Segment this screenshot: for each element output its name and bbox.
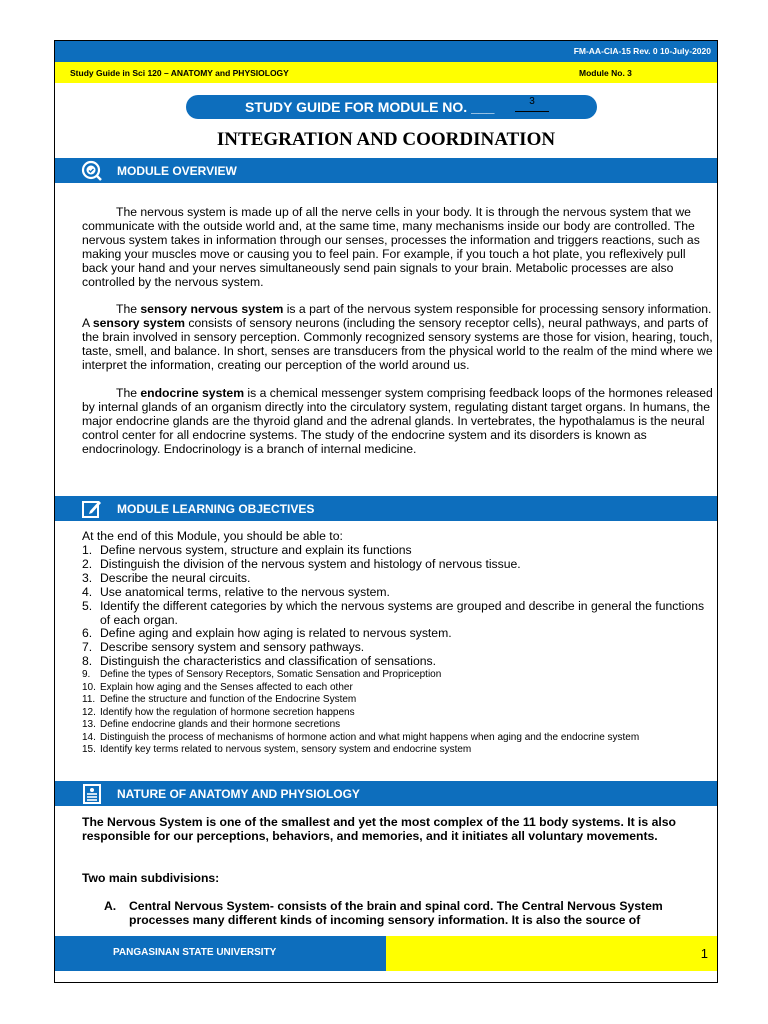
document-page	[54, 40, 718, 983]
nature-paragraph-1: The Nervous System is one of the smallest and yet the most complex of the 11 body systems. It is also responsible for our perceptions, behaviors, and memories, and it initiates all voluntary movements.	[82, 815, 676, 843]
section-title-nature: NATURE OF ANATOMY AND PHYSIOLOGY	[117, 787, 360, 801]
objective-item	[82, 572, 714, 586]
edit-icon	[81, 498, 103, 520]
objective-number: 4.	[82, 584, 93, 599]
section-title-overview: MODULE OVERVIEW	[117, 164, 237, 178]
objective-item	[82, 707, 714, 720]
objective-number: 8.	[82, 654, 93, 669]
university-name: PANGASINAN STATE UNIVERSITY	[113, 947, 277, 958]
course-title: Study Guide in Sci 120 – ANATOMY and PHYSIOLOGY	[70, 68, 289, 78]
objective-text: Define nervous system, structure and explain its functions	[100, 543, 412, 557]
objective-number: 15.	[82, 744, 96, 756]
search-icon	[81, 160, 103, 182]
objective-item	[82, 641, 714, 655]
objective-number: 6.	[82, 626, 93, 641]
form-code: FM-AA-CIA-15 Rev. 0 10-July-2020	[573, 46, 711, 56]
module-number-blank: 3	[515, 96, 549, 112]
overview-paragraph-3	[82, 387, 714, 457]
objective-number: 5.	[82, 598, 93, 613]
objective-item	[82, 600, 714, 628]
bold-term: sensory system	[92, 316, 185, 331]
subdivisions-heading: Two main subdivisions:	[82, 871, 220, 885]
objective-text: Distinguish the division of the nervous system and histology of nervous tissue.	[100, 556, 521, 571]
objective-text: Identify the different categories by which the nervous systems are grouped and describe in general the functions of each organ.	[100, 598, 705, 627]
study-guide-label: STUDY GUIDE FOR MODULE NO. ___	[245, 99, 495, 115]
objective-item	[82, 744, 714, 757]
objectives-intro: At the end of this Module, you should be able to:	[82, 529, 343, 543]
objective-item	[82, 544, 714, 558]
subdivision-a-label: A.	[104, 899, 117, 913]
objective-number: 12.	[82, 706, 96, 718]
footer	[55, 936, 717, 971]
objective-text: Distinguish the process of mechanisms of hormone action and what might happens when aging and the endocrine system	[100, 731, 640, 743]
text-run: is a part of the nervous system responsible for processing sensory information. A	[82, 302, 712, 331]
objective-text: Explain how aging and the Senses affected to each other	[100, 681, 353, 693]
document-icon	[81, 783, 103, 805]
course-bar	[55, 62, 717, 83]
objective-text: Define endocrine glands and their hormone secretions	[100, 719, 341, 731]
objective-number: 7.	[82, 640, 93, 655]
module-title: INTEGRATION AND COORDINATION	[216, 129, 556, 150]
objective-item	[82, 655, 714, 669]
objective-item	[82, 682, 714, 695]
objective-text: Describe the neural circuits.	[100, 570, 251, 585]
bold-term: endocrine system	[140, 385, 245, 400]
objective-item	[82, 627, 714, 641]
overview-paragraph-1: The nervous system is made up of all the nerve cells in your body. It is through the nervous system that we communicate with the outside world and, at the same time, many mechanisms inside our body are controlled. The nervous system takes in information through our senses, processes the information and triggers reactions, such as making your muscles move or causing you to feel pain. For example, if you touch a hot plate, you reflexively pull back your hand and your nerves simultaneously send pain signals to your brain. Metabolic processes are also controlled by the nervous system.	[82, 205, 700, 289]
section-title-objectives: MODULE LEARNING OBJECTIVES	[117, 502, 315, 516]
objective-number: 9.	[82, 669, 91, 681]
bold-term: sensory nervous system	[140, 302, 284, 317]
objective-text: Use anatomical terms, relative to the nervous system.	[100, 584, 390, 599]
objective-number: 3.	[82, 570, 93, 585]
module-number-label: Module No. 3	[579, 68, 632, 78]
section-header-overview	[55, 158, 717, 183]
objective-item	[82, 719, 714, 732]
objective-number: 2.	[82, 556, 93, 571]
study-guide-banner	[186, 95, 597, 119]
objective-item	[82, 558, 714, 572]
overview-paragraph-2	[82, 303, 714, 373]
objective-number: 14.	[82, 731, 96, 743]
form-code-bar	[55, 41, 717, 62]
objective-text: Describe sensory system and sensory pathways.	[100, 640, 365, 655]
objective-number: 11.	[82, 694, 96, 706]
objective-item	[82, 732, 714, 745]
page-number: 1	[700, 946, 708, 961]
objectives-list	[82, 544, 714, 757]
text-run: The	[116, 302, 141, 317]
objective-text: Define the structure and function of the Endocrine System	[100, 694, 357, 706]
overview-text	[82, 206, 714, 457]
section-header-nature	[55, 781, 717, 806]
subdivision-a	[104, 900, 704, 928]
objective-number: 10.	[82, 681, 96, 693]
objective-number: 1.	[82, 543, 93, 557]
objective-item	[82, 669, 714, 682]
footer-university-panel	[55, 936, 386, 971]
objective-item	[82, 586, 714, 600]
text-run: consists of sensory neurons (including the sensory receptor cells), neural pathways, and parts of the brain involved in sensory perception. Commonly recognized sensory systems are those for vision, hearing, touch, taste, smell, and balance. In short, senses are transducers from the physical world to the realm of the mind where we interpret the information, creating our perception of the world around us.	[82, 316, 713, 373]
section-header-objectives	[55, 496, 717, 521]
objective-text: Define aging and explain how aging is related to nervous system.	[100, 626, 452, 641]
objective-text: Identify how the regulation of hormone secretion happens	[100, 706, 355, 718]
text-run: is a chemical messenger system comprising feedback loops of the hormones released by internal glands of an organism directly into the circulatory system, regulating distant target organs. In humans, the major endocrine glands are the thyroid gland and the adrenal glands. In vertebrates, the hypothalamus is the neural control center for all endocrine systems. The study of the endocrine system and its disorders is known as endocrinology. Endocrinology is a branch of internal medicine.	[82, 385, 713, 456]
objective-item	[82, 694, 714, 707]
objective-text: Identify key terms related to nervous system, sensory system and endocrine system	[100, 744, 472, 756]
text-run: The	[116, 385, 141, 400]
objective-text: Distinguish the characteristics and classification of sensations.	[100, 654, 436, 669]
objective-text: Define the types of Sensory Receptors, Somatic Sensation and Propriception	[100, 669, 442, 681]
objective-number: 13.	[82, 719, 96, 731]
footer-page-panel	[386, 936, 717, 971]
subdivision-a-text: Central Nervous System- consists of the brain and spinal cord. The Central Nervous System processes many different kinds of incoming sensory information. It is also the source of	[129, 899, 663, 927]
